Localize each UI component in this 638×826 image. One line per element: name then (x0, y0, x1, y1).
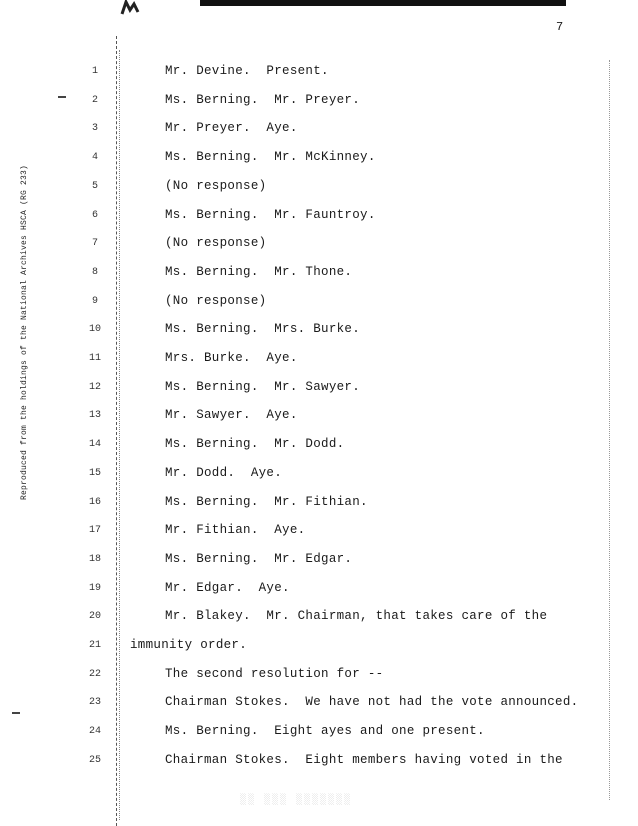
line-number: 23 (88, 697, 101, 709)
transcript-line: Mr. Devine. Present. (165, 64, 329, 78)
transcript-line: Ms. Berning. Mr. Edgar. (165, 551, 353, 566)
line-number: 4 (91, 152, 98, 164)
line-number: 10 (88, 324, 101, 336)
transcript-line: Ms. Berning. Mrs. Burke. (165, 322, 361, 337)
line-number: 15 (88, 467, 101, 479)
line-number: 25 (88, 754, 101, 766)
transcript-line: Ms. Berning. Mr. Fauntroy. (165, 207, 376, 222)
transcript-line: Chairman Stokes. We have not had the vote announced. (165, 695, 579, 710)
line-number: 22 (88, 668, 101, 680)
line-number: 16 (88, 496, 101, 508)
transcript-line: Ms. Berning. Eight ayes and one present. (165, 724, 485, 739)
line-number: 24 (88, 726, 101, 738)
line-number: 5 (91, 180, 98, 192)
transcript-line: immunity order. (130, 638, 248, 652)
transcript-line: Ms. Berning. Mr. Sawyer. (165, 379, 361, 394)
line-number: 21 (88, 640, 101, 651)
transcript-line: (No response) (165, 236, 267, 251)
line-number: 11 (88, 353, 101, 364)
transcript-line: The second resolution for -- (165, 666, 384, 681)
transcript-line: Mr. Preyer. Aye. (165, 121, 298, 136)
transcript-line: Ms. Berning. Mr. Fithian. (165, 494, 368, 509)
right-margin-rule (609, 60, 610, 800)
line-number: 8 (91, 266, 98, 278)
line-number: 18 (88, 553, 101, 565)
archive-note: Reproduced from the holdings of the National Archives HSCA (RG 233) (20, 164, 29, 500)
line-number: 14 (88, 439, 101, 451)
transcript-line: (No response) (165, 293, 267, 308)
transcript-line: Mr. Edgar. Aye. (165, 580, 290, 595)
transcript-line: Mr. Blakey. Mr. Chairman, that takes care of the (165, 609, 548, 624)
left-margin-rule-secondary (119, 50, 120, 820)
margin-tick-mark (12, 712, 20, 714)
transcript-line: Mr. Fithian. Aye. (165, 523, 306, 538)
line-number: 17 (88, 525, 101, 537)
line-number: 6 (91, 209, 98, 221)
line-number: 3 (91, 123, 98, 135)
line-number: 2 (91, 94, 98, 106)
page-number: 7 (556, 20, 564, 34)
line-number: 7 (91, 238, 98, 250)
line-number: 1 (91, 66, 98, 77)
line-number: 20 (88, 611, 101, 623)
line-number: 13 (88, 410, 101, 422)
line-number: 9 (91, 295, 98, 307)
scan-top-edge (200, 0, 566, 6)
transcript-line: Ms. Berning. Mr. Preyer. (165, 92, 361, 107)
transcript-line: (No response) (165, 178, 267, 193)
margin-tick-mark (58, 96, 66, 98)
line-number: 12 (88, 381, 101, 393)
line-number: 19 (88, 582, 101, 594)
transcript-line: Ms. Berning. Mr. Dodd. (165, 437, 345, 452)
transcript-line: Mrs. Burke. Aye. (165, 351, 298, 365)
left-margin-rule (116, 36, 117, 826)
transcript-line: Mr. Dodd. Aye. (165, 465, 283, 480)
faint-stamp: ░░ ░░░ ░░░░░░░ (240, 795, 353, 806)
transcript-line: Ms. Berning. Mr. Thone. (165, 264, 353, 279)
transcript-line: Mr. Sawyer. Aye. (165, 408, 298, 423)
transcript-line: Chairman Stokes. Eight members having voted in the (165, 752, 563, 767)
staple-mark-icon (120, 0, 140, 16)
transcript-line: Ms. Berning. Mr. McKinney. (165, 150, 376, 165)
